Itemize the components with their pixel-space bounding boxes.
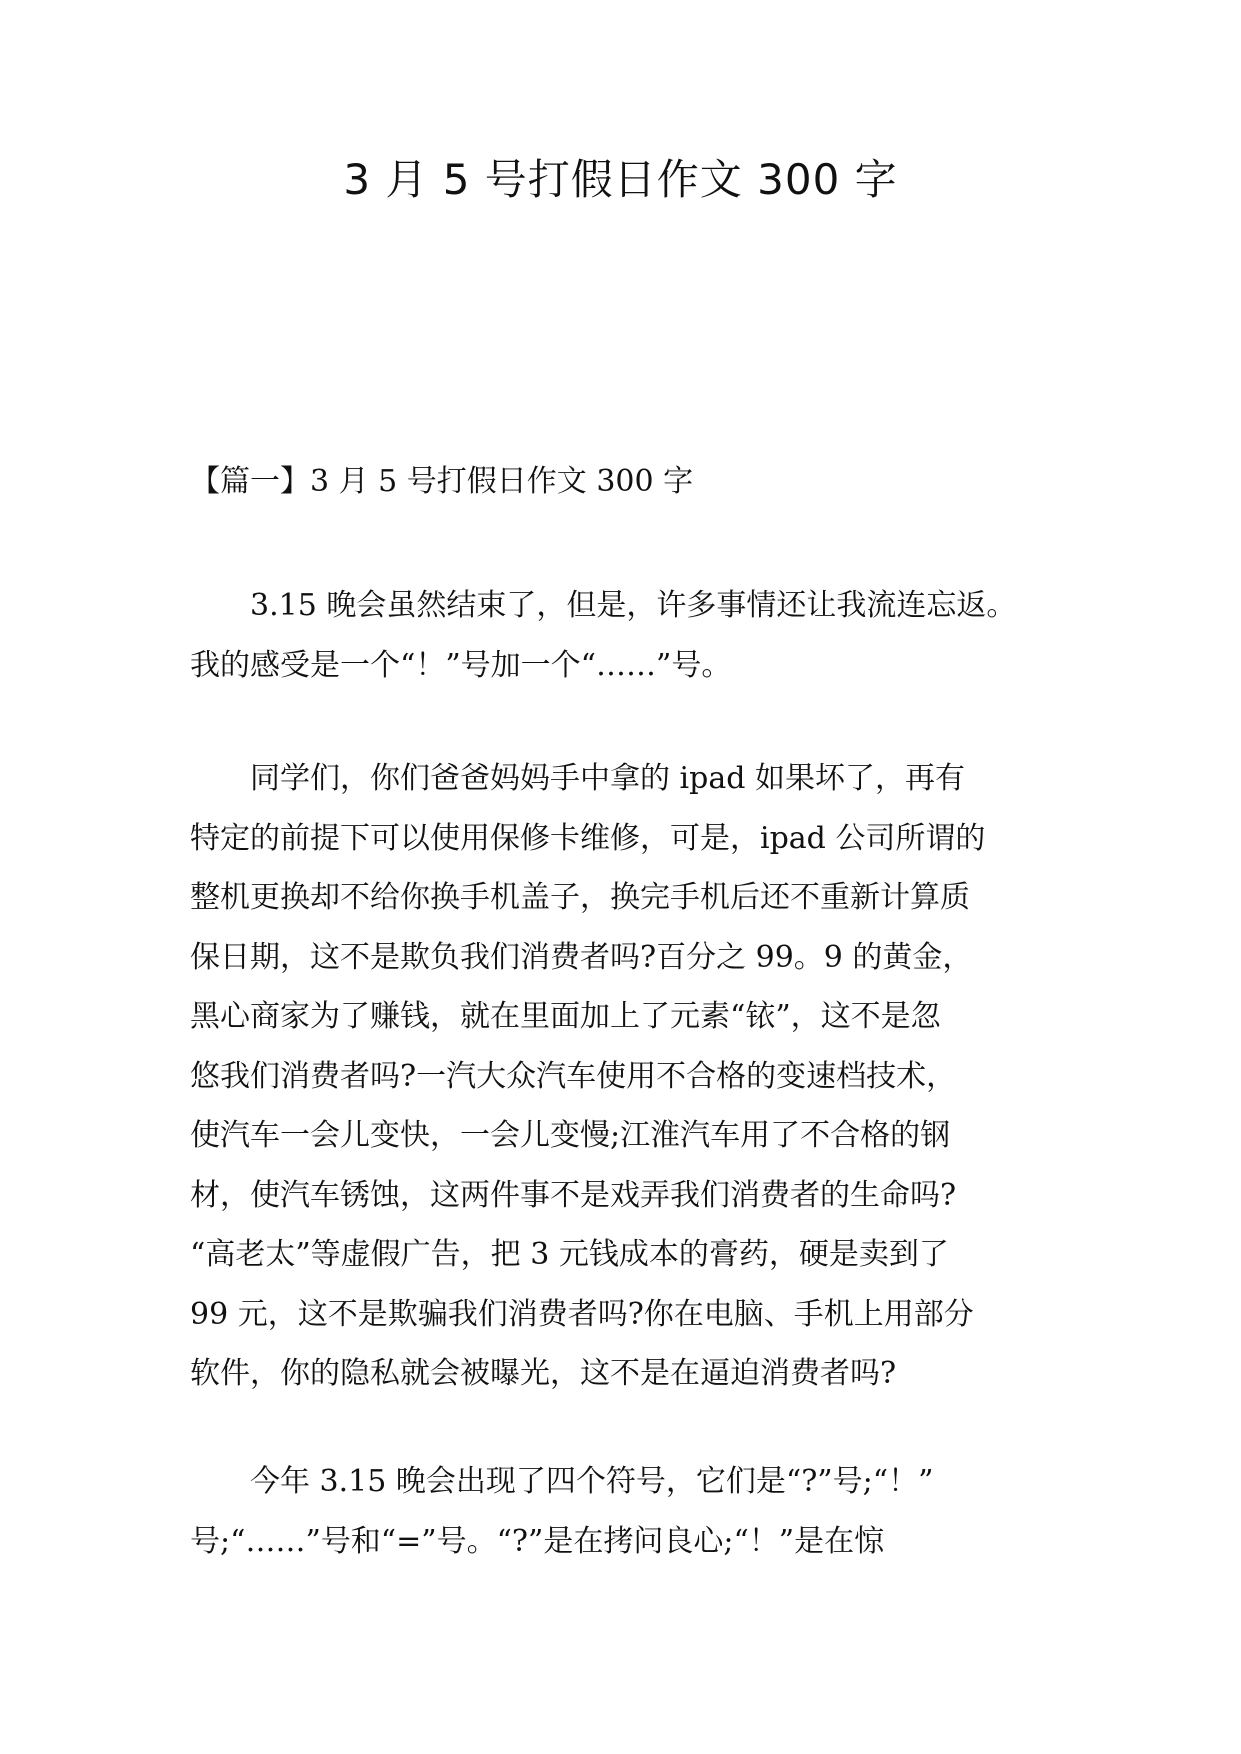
- paragraph-line: 今年 3.15 晚会出现了四个符号，它们是“?”号;“！”: [190, 1464, 934, 1499]
- paragraph-line: 材，使汽车锈蚀，这两件事不是戏弄我们消费者的生命吗?: [190, 1177, 957, 1213]
- section-heading: 【篇一】3 月 5 号打假日作文 300 字: [190, 464, 694, 499]
- paragraph-line: “高老太”等虚假广告，把 3 元钱成本的膏药，硬是卖到了: [190, 1237, 949, 1272]
- paragraph-line: 同学们，你们爸爸妈妈手中拿的 ipad 如果坏了，再有: [190, 761, 965, 796]
- paragraph-line: 号;“……”号和“=”号。“?”是在拷问良心;“！”是在惊: [190, 1523, 885, 1559]
- paragraph-line: 保日期，这不是欺负我们消费者吗?百分之 99。9 的黄金，: [190, 939, 973, 975]
- document-title: 3 月 5 号打假日作文 300 字: [343, 155, 898, 204]
- paragraph-line: 整机更换却不给你换手机盖子，换完手机后还不重新计算质: [190, 880, 970, 915]
- paragraph-2: [190, 749, 1060, 1404]
- paragraph-1: [190, 576, 1060, 695]
- paragraph-line: 特定的前提下可以使用保修卡维修，可是，ipad 公司所谓的: [190, 820, 986, 856]
- paragraph-line: 悠我们消费者吗?一汽大众汽车使用不合格的变速档技术，: [190, 1058, 957, 1094]
- paragraph-3: [190, 1452, 1060, 1571]
- paragraph-line: 我的感受是一个“！”号加一个“……”号。: [190, 647, 732, 683]
- paragraph-line: 3.15 晚会虽然结束了，但是，许多事情还让我流连忘返。: [190, 588, 1017, 623]
- paragraph-line: 99 元，这不是欺骗我们消费者吗?你在电脑、手机上用部分: [190, 1296, 974, 1332]
- paragraph-line: 黑心商家为了赚钱，就在里面加上了元素“铱”，这不是忽: [190, 999, 941, 1034]
- paragraph-line: 使汽车一会儿变快，一会儿变慢;江淮汽车用了不合格的钢: [190, 1118, 951, 1153]
- paragraph-line: 软件，你的隐私就会被曝光，这不是在逼迫消费者吗?: [190, 1356, 897, 1391]
